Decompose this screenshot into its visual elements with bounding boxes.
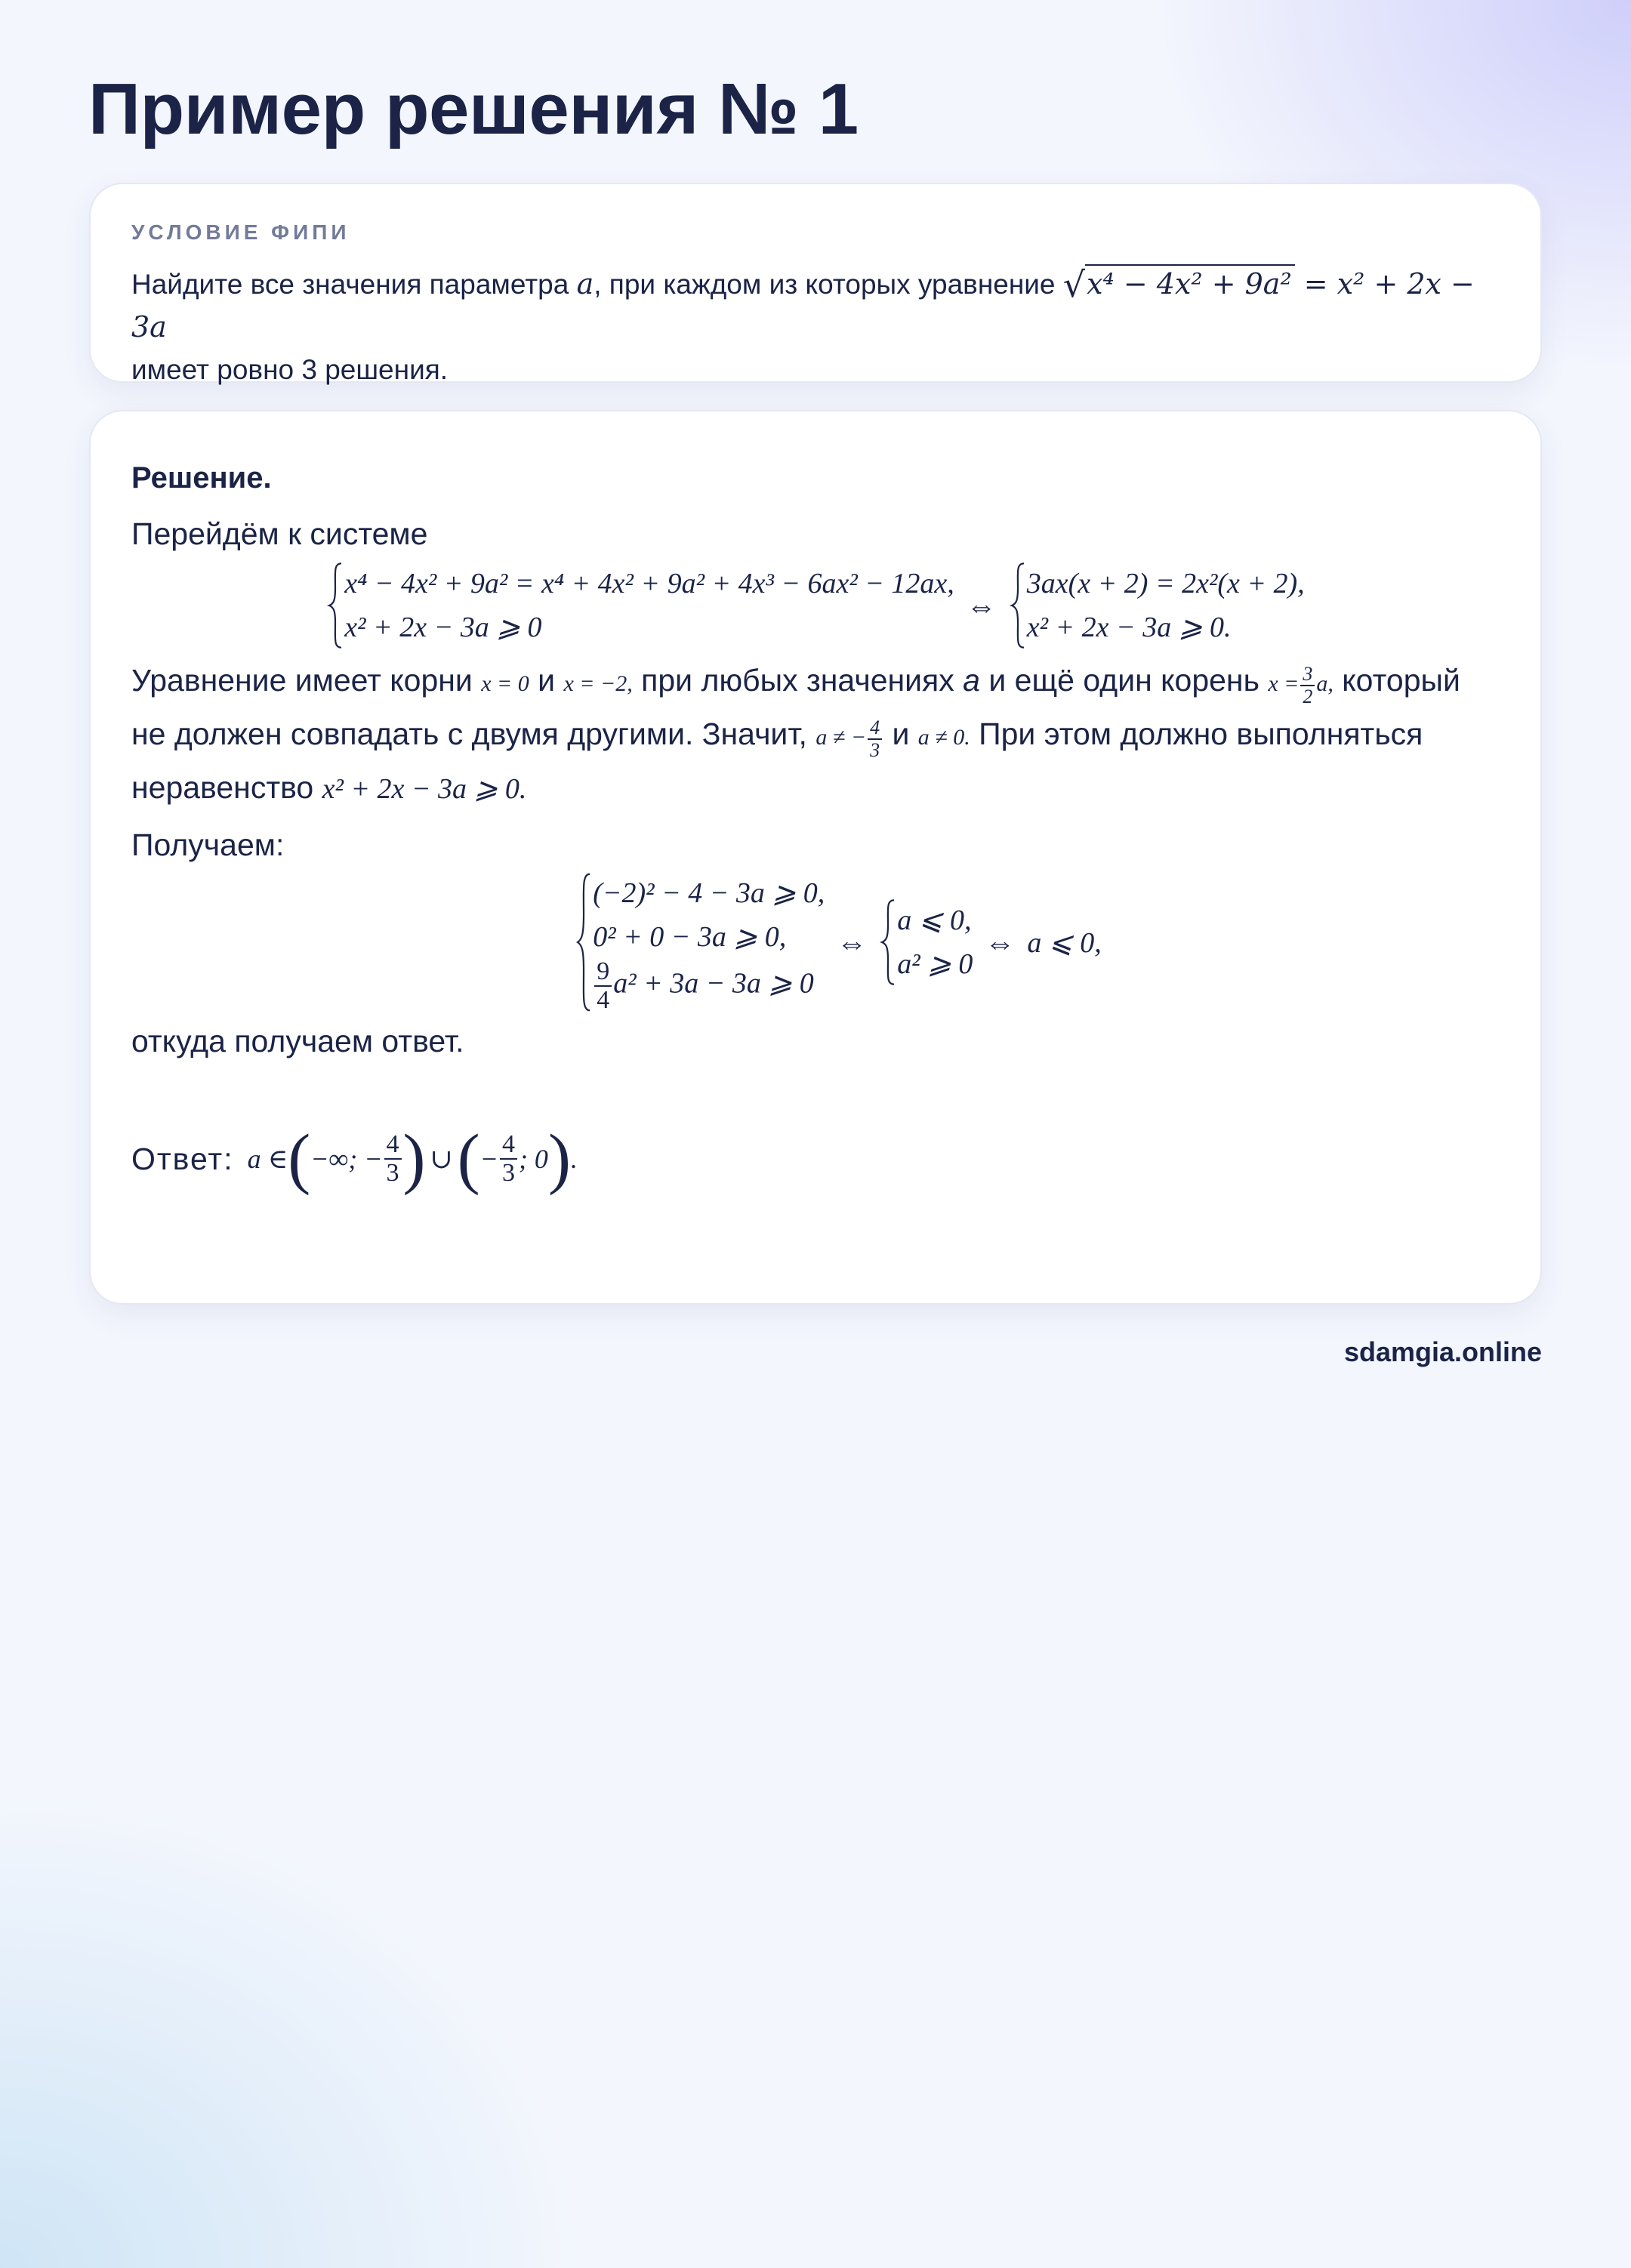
equation-rhs: = x² + 2x − 3a [131,267,1475,344]
system-2-line1: (−2)² − 4 − 3a ⩾ 0, [593,877,825,909]
fraction-numerator: 4 [500,1132,517,1160]
equiv-sign: ⇔ [966,588,997,623]
paren-left: ( [288,1121,311,1196]
condition-text [131,263,1500,391]
paren-right: ) [402,1121,426,1196]
condition-param: a [576,267,594,300]
system-2-mid-line2: a² ⩾ 0 [897,948,973,980]
fraction-numerator: 4 [868,718,882,740]
condition-card [89,183,1542,383]
paren-left: ( [457,1121,480,1196]
text-segment: и ещё один корень [979,663,1269,698]
fraction-denominator: 2 [1303,686,1313,708]
system-2-result: a ⩽ 0, [1027,926,1102,959]
math-inline: a ≠ 0. [917,725,970,750]
fraction [1300,664,1315,707]
math-inline: x² + 2x − 3a ⩾ 0. [322,773,527,805]
solution-outro: откуда получаем ответ. [131,1024,464,1059]
fraction [868,718,882,760]
math-part: x = [1268,671,1300,696]
fraction-denominator: 4 [597,986,610,1014]
page-title: Пример решения № 1 [88,69,859,149]
fraction [384,1132,402,1186]
brace-icon [326,562,344,649]
text-segment: и [883,716,918,751]
fraction [500,1132,517,1186]
equation-radicand: x⁴ − 4x² + 9a² [1085,264,1295,300]
solution-get: Получаем: [131,827,285,862]
text-segment: При этом должно выполняться неравенство [131,716,1423,805]
math-part: −∞; − [310,1144,383,1174]
math-inline: x = −2, [563,671,633,696]
text-segment: Уравнение имеет корни [131,663,482,698]
fraction-numerator: 4 [384,1132,402,1160]
system-1-left [326,562,954,649]
text-param: a [963,663,980,698]
condition-text-after: имеет ровно 3 решения. [131,354,449,385]
union-sign: ∪ [430,1144,453,1174]
system-2 [177,871,1500,1013]
fraction-numerator: 9 [594,959,612,987]
system-1-right-line1: 3ax(x + 2) = 2x²(x + 2), [1026,568,1305,599]
solution-heading: Решение. [131,461,272,495]
text-segment: и [529,663,564,698]
math-part: a ≠ − [815,725,867,750]
math-inline: x = 0 [481,671,529,696]
fraction-denominator: 3 [386,1159,399,1187]
answer-line [131,1121,1500,1196]
answer-label: Ответ: [131,1142,234,1176]
fraction-denominator: 3 [501,1159,515,1187]
solution-card [89,410,1542,1305]
condition-text-before: Найдите все значения параметра [131,269,577,300]
math-part: − [479,1144,498,1174]
math-part: ; 0 [518,1144,548,1174]
math-part: a, [1316,671,1333,696]
math-part: . [570,1144,578,1174]
system-1-left-line1: x⁴ − 4x² + 9a² = x⁴ + 4x² + 9a² + 4x³ − 6ax² − 12ax, [344,568,954,599]
math-part: a ∈ [247,1144,288,1174]
math-inline [1268,663,1333,708]
equiv-sign: ⇔ [985,925,1016,960]
condition-text-middle: , при каждом из которых уравнение [594,269,1063,300]
brace-icon [575,871,593,1013]
fraction-denominator: 3 [870,739,880,762]
text-segment: при любых значениях [632,663,963,698]
system-1 [131,562,1500,649]
math-part: a² + 3a − 3a ⩾ 0 [613,967,814,1000]
solution-intro: Перейдём к системе [131,516,428,551]
fraction-numerator: 3 [1300,664,1315,686]
system-2-line2: 0² + 0 − 3a ⩾ 0, [593,921,787,953]
system-2-line3 [593,959,825,1013]
solution-paragraph-roots [131,655,1500,814]
system-2-left [575,871,825,1013]
paren-right: ) [547,1121,571,1196]
answer-math [247,1121,578,1196]
system-2-middle [879,898,973,986]
brace-icon [1009,562,1027,649]
math-inline [815,716,883,762]
text-segment: который не должен совпадать с двумя другими. Значит, [131,663,1460,751]
system-1-left-line2: x² + 2x − 3a ⩾ 0 [344,612,542,643]
equiv-sign: ⇔ [837,925,868,960]
brace-icon [879,898,897,986]
system-2-mid-line1: a ⩽ 0, [897,904,972,936]
system-1-right [1009,562,1305,649]
system-1-right-line2: x² + 2x − 3a ⩾ 0. [1026,612,1232,643]
fraction [594,959,612,1013]
sqrt-sign: √x⁴ − 4x² + 9a² [1063,263,1295,306]
condition-kicker: УСЛОВИЕ ФИПИ [131,220,350,244]
brand-link[interactable]: sdamgia.online [1343,1336,1542,1367]
